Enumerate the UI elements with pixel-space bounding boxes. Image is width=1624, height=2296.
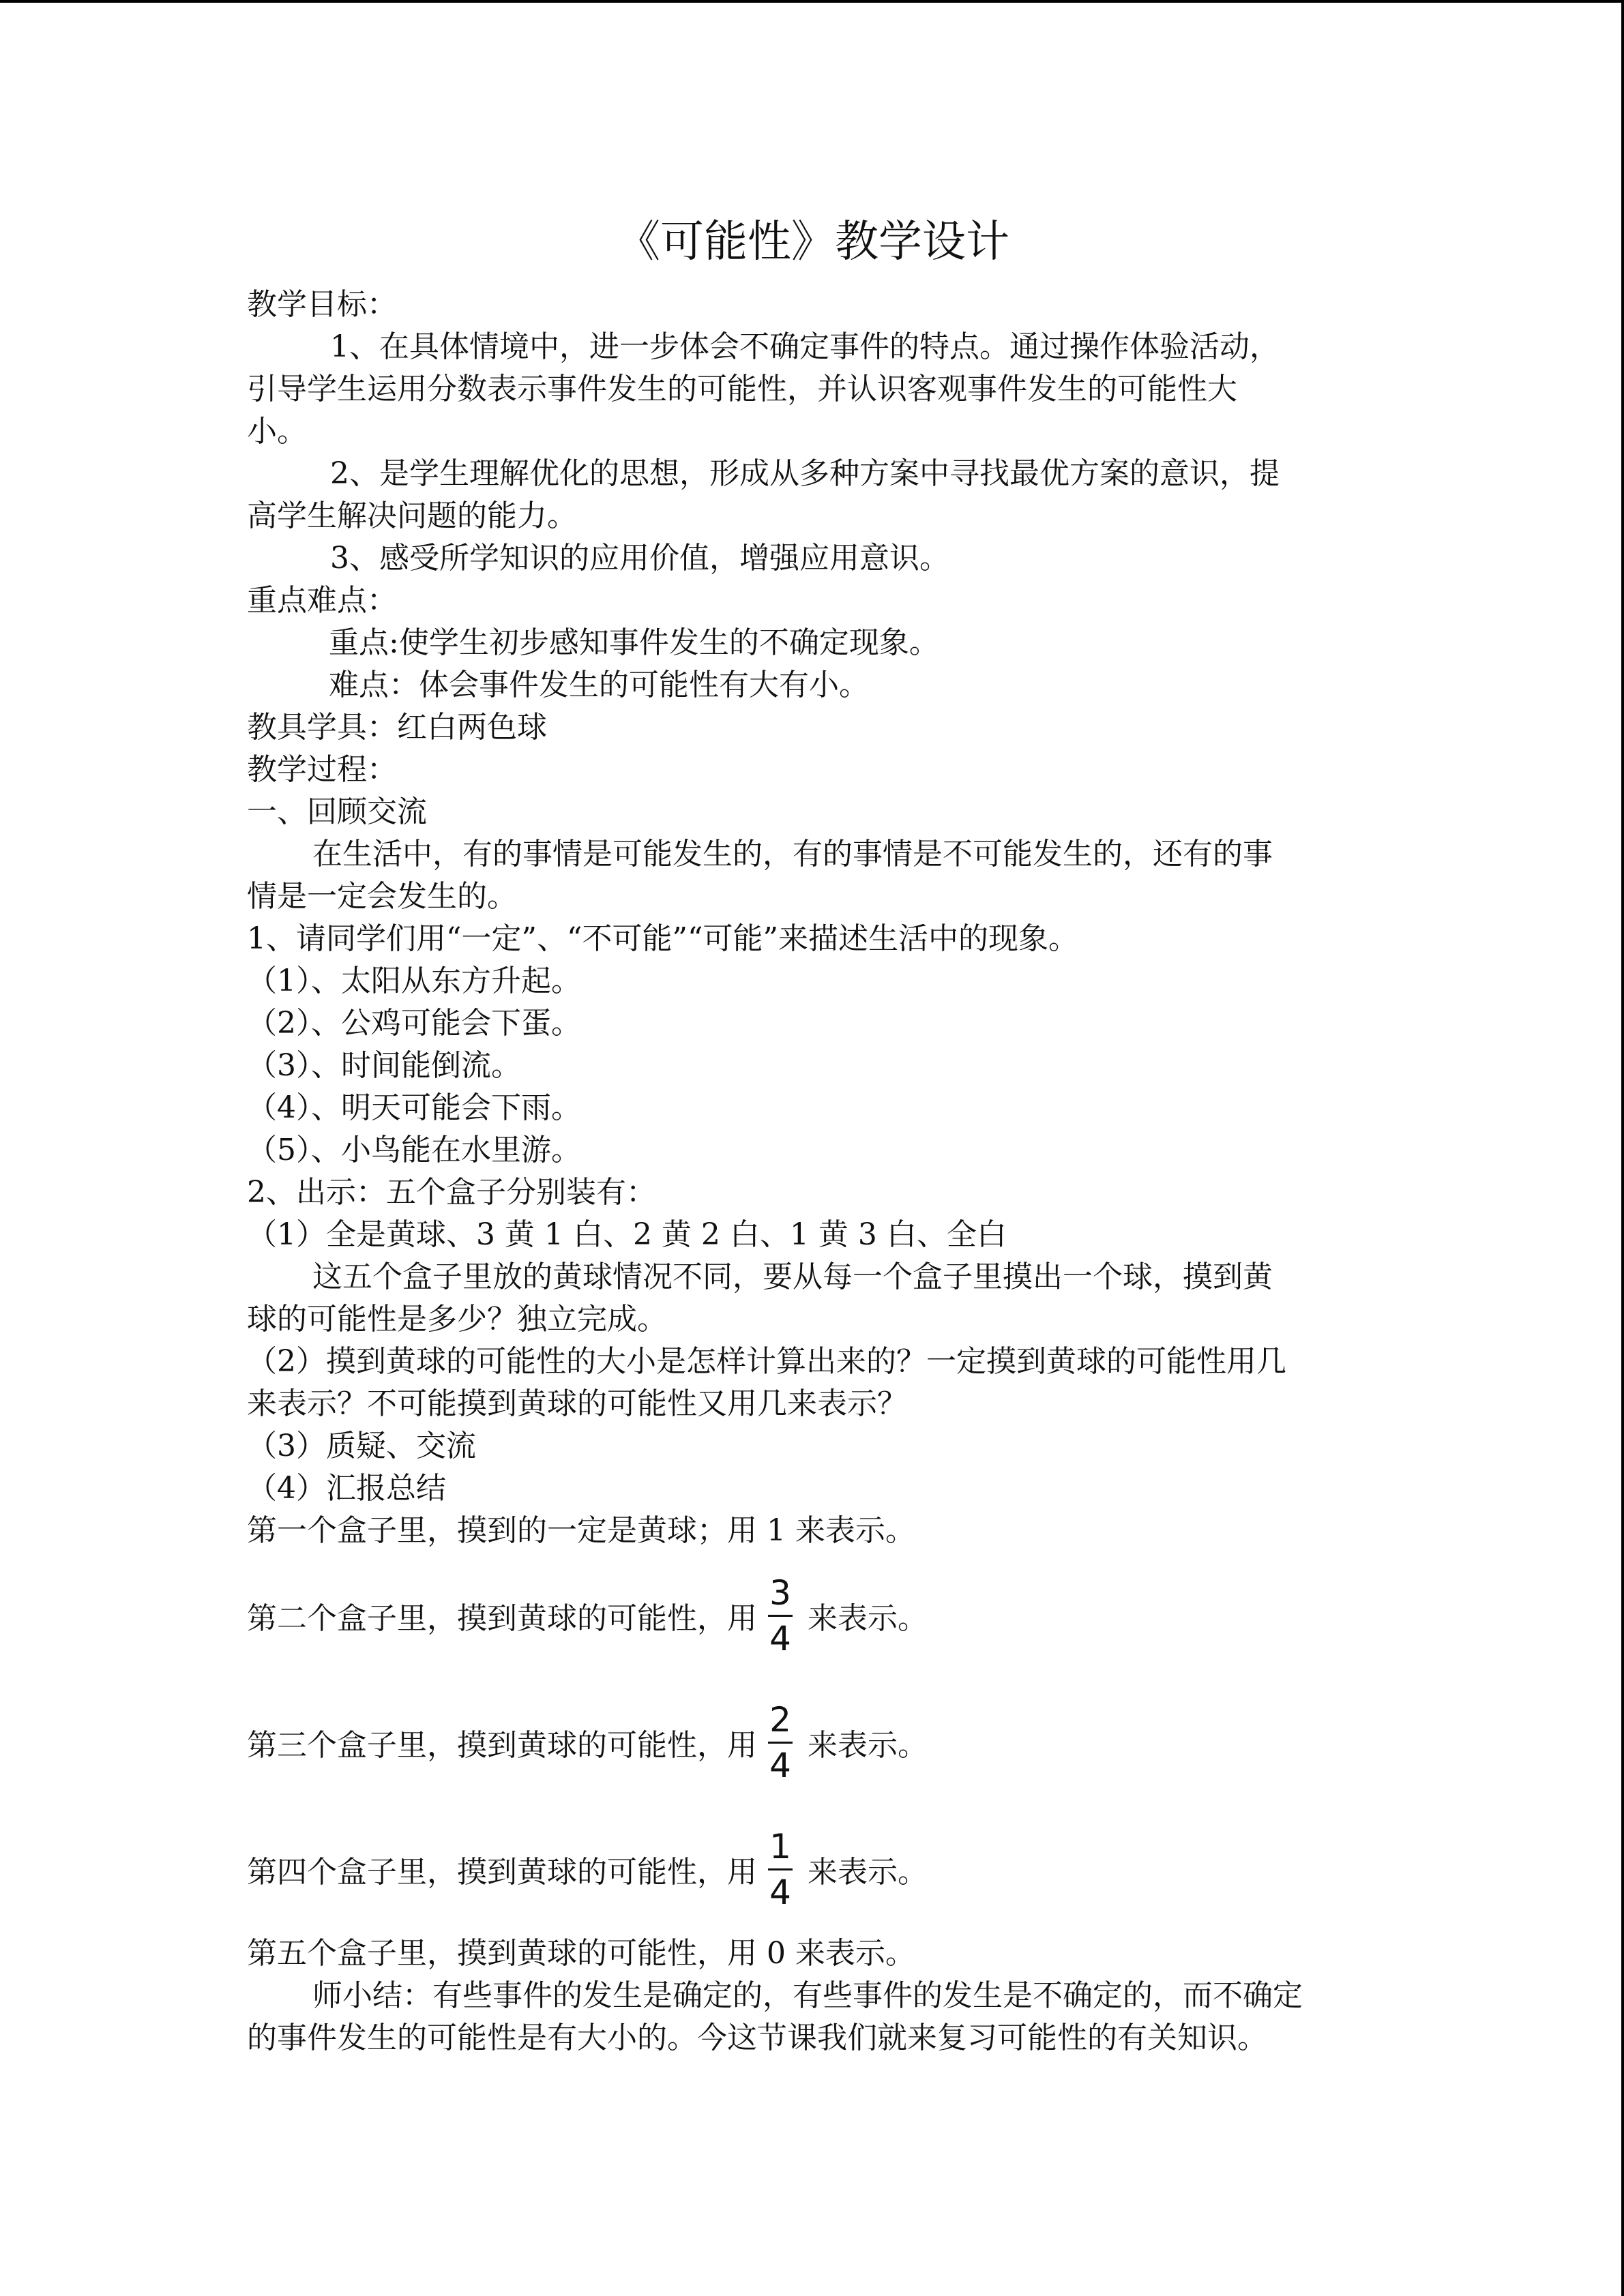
box-3-prefix: 第三个盒子里，摸到黄球的可能性，用 bbox=[247, 1728, 757, 1763]
box-3-suffix: 来表示。 bbox=[808, 1728, 928, 1763]
fraction-three-quarters bbox=[768, 1574, 793, 1658]
key-points-heading: 重点难点： bbox=[247, 583, 397, 618]
key-point: 重点:使学生初步感知事件发生的不确定现象。 bbox=[329, 625, 939, 660]
process-heading: 教学过程： bbox=[247, 752, 397, 787]
q1-item: （1）、太阳从东方升起。 bbox=[247, 964, 581, 998]
q2-part-2-line-2: 来表示？不可能摸到黄球的可能性又用几来表示？ bbox=[247, 1386, 907, 1421]
q2-part-1-desc-line-2: 球的可能性是多少？独立完成。 bbox=[247, 1302, 667, 1337]
intro-line-1: 在生活中，有的事情是可能发生的，有的事情是不可能发生的，还有的事 bbox=[312, 837, 1273, 871]
question-1: 1、请同学们用“一定”、“不可能”“可能”来描述生活中的现象。 bbox=[247, 921, 1078, 956]
q2-part-1: （1）全是黄球、3 黄 1 白、2 黄 2 白、1 黄 3 白、全白 bbox=[247, 1217, 1007, 1252]
q1-item: （5）、小鸟能在水里游。 bbox=[247, 1133, 581, 1167]
document-title: 《可能性》教学设计 bbox=[617, 217, 1009, 267]
box-2-prefix: 第二个盒子里，摸到黄球的可能性，用 bbox=[247, 1601, 757, 1636]
objective-2-line-1: 2、是学生理解优化的思想，形成从多种方案中寻找最优方案的意识，提 bbox=[330, 456, 1280, 491]
fraction-denominator: 4 bbox=[769, 1618, 791, 1658]
page-right-border bbox=[1621, 0, 1624, 2296]
fraction-two-quarters bbox=[768, 1701, 793, 1785]
box-3-result bbox=[247, 1679, 1379, 1806]
question-2: 2、出示：五个盒子分别装有： bbox=[247, 1175, 656, 1210]
q1-item: （2）、公鸡可能会下蛋。 bbox=[247, 1006, 581, 1041]
objective-1-line-1: 1、在具体情境中，进一步体会不确定事件的特点。通过操作体验活动， bbox=[330, 329, 1280, 364]
intro-line-2: 情是一定会发生的。 bbox=[247, 879, 517, 914]
objectives-heading: 教学目标： bbox=[247, 287, 397, 322]
difficulty-point: 难点：体会事件发生的可能性有大有小。 bbox=[329, 668, 869, 702]
fraction-one-quarter bbox=[768, 1828, 793, 1911]
q1-item: （3）、时间能倒流。 bbox=[247, 1048, 521, 1083]
fraction-denominator: 4 bbox=[769, 1872, 791, 1912]
fraction-bar bbox=[768, 1742, 793, 1744]
q2-part-3: （3）质疑、交流 bbox=[247, 1429, 476, 1463]
box-4-result bbox=[247, 1806, 1379, 1933]
q1-item: （4）、明天可能会下雨。 bbox=[247, 1090, 581, 1125]
document-body bbox=[247, 205, 1379, 2059]
objective-2-line-2: 高学生解决问题的能力。 bbox=[247, 498, 577, 533]
teaching-tools: 教具学具：红白两色球 bbox=[247, 710, 547, 745]
fraction-denominator: 4 bbox=[769, 1745, 791, 1785]
fraction-numerator: 1 bbox=[769, 1826, 791, 1866]
summary-line-1: 师小结：有些事件的发生是确定的，有些事件的发生是不确定的，而不确定 bbox=[312, 1978, 1303, 2013]
section-1-heading: 一、回顾交流 bbox=[247, 794, 427, 829]
page-top-border bbox=[0, 0, 1624, 3]
objective-1-line-2: 引导学生运用分数表示事件发生的可能性，并认识客观事件发生的可能性大 bbox=[247, 372, 1237, 406]
fraction-numerator: 2 bbox=[769, 1699, 791, 1740]
box-1-result: 第一个盒子里，摸到的一定是黄球；用 1 来表示。 bbox=[247, 1513, 915, 1548]
q2-part-1-desc-line-1: 这五个盒子里放的黄球情况不同，要从每一个盒子里摸出一个球，摸到黄 bbox=[312, 1259, 1273, 1294]
q2-part-2-line-1: （2）摸到黄球的可能性的大小是怎样计算出来的？一定摸到黄球的可能性用几 bbox=[247, 1344, 1286, 1379]
box-2-result bbox=[247, 1552, 1379, 1679]
box-2-suffix: 来表示。 bbox=[808, 1601, 928, 1636]
fraction-numerator: 3 bbox=[769, 1572, 791, 1613]
q2-part-4: （4）汇报总结 bbox=[247, 1471, 446, 1506]
box-5-result: 第五个盒子里，摸到黄球的可能性，用 0 来表示。 bbox=[247, 1936, 915, 1971]
summary-line-2: 的事件发生的可能性是有大小的。今这节课我们就来复习可能性的有关知识。 bbox=[247, 2021, 1267, 2055]
fraction-bar bbox=[768, 1868, 793, 1870]
box-4-prefix: 第四个盒子里，摸到黄球的可能性，用 bbox=[247, 1855, 757, 1890]
fraction-bar bbox=[768, 1615, 793, 1617]
box-4-suffix: 来表示。 bbox=[808, 1855, 928, 1890]
objective-1-line-3: 小。 bbox=[247, 414, 307, 449]
objective-3: 3、感受所学知识的应用价值，增强应用意识。 bbox=[330, 541, 949, 576]
